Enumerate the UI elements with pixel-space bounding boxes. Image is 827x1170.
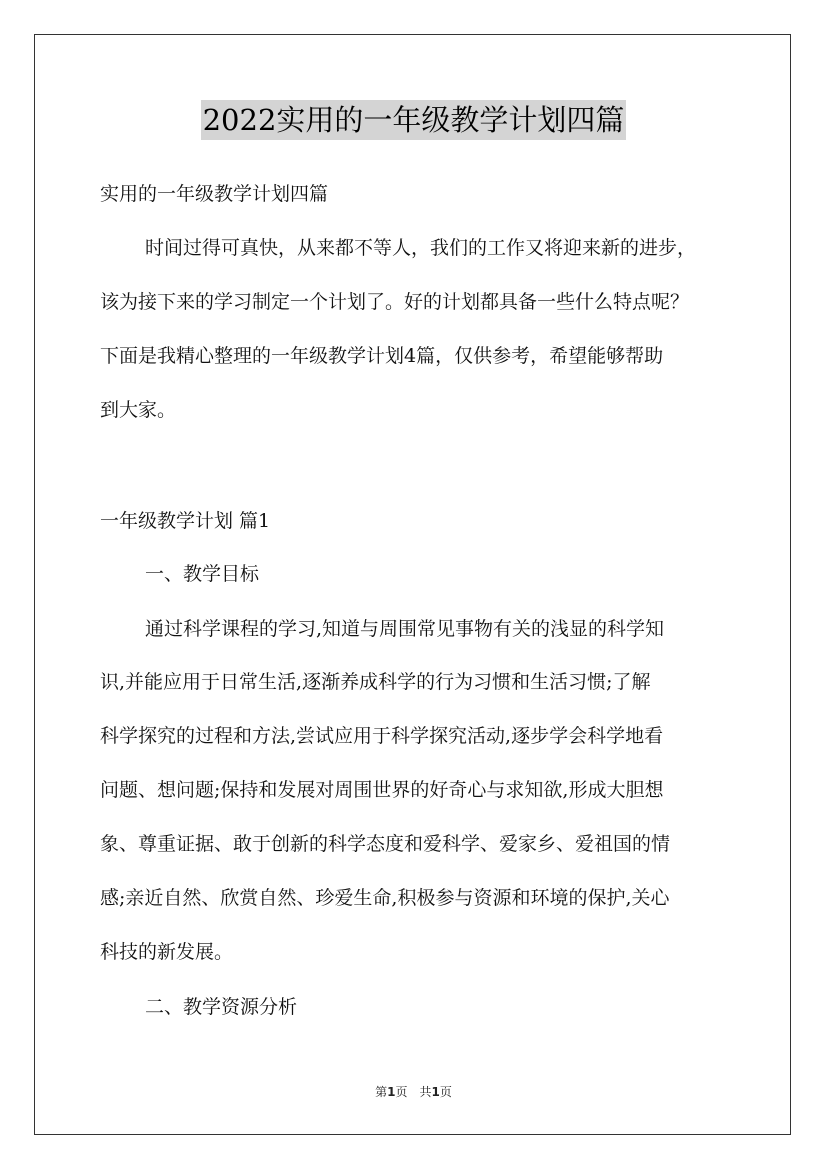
document-subtitle: 实用的一年级教学计划四篇	[100, 183, 329, 205]
intro-line-1: 时间过得可真快，从来都不等人，我们的工作又将迎来新的进步，	[145, 237, 697, 259]
page-number: 1	[387, 1085, 396, 1099]
intro-line-3: 下面是我精心整理的一年级教学计划4篇，仅供参考，希望能够帮助	[100, 345, 664, 367]
page-prefix: 第	[375, 1085, 388, 1099]
resource-heading: 二、教学资源分析	[145, 996, 298, 1018]
goal-line-4: 问题、想问题;保持和发展对周围世界的好奇心与求知欲,形成大胆想	[100, 779, 664, 801]
goal-heading: 一、教学目标	[145, 563, 260, 585]
total-prefix: 共	[419, 1085, 432, 1099]
document-title: 2022实用的一年级教学计划四篇	[201, 100, 627, 140]
page-suffix: 页	[395, 1085, 408, 1099]
total-suffix: 页	[439, 1085, 452, 1099]
section-heading-1: 一年级教学计划 篇1	[100, 510, 271, 532]
goal-line-5: 象、尊重证据、敢于创新的科学态度和爱科学、爱家乡、爱祖国的情	[100, 833, 671, 855]
intro-line-4: 到大家。	[100, 399, 177, 421]
goal-line-3: 科学探究的过程和方法,尝试应用于科学探究活动,逐步学会科学地看	[100, 725, 664, 747]
page-footer	[0, 1083, 827, 1100]
title-container	[0, 100, 827, 140]
goal-line-7: 科技的新发展。	[100, 941, 234, 963]
goal-line-1: 通过科学课程的学习,知道与周围常见事物有关的浅显的科学知	[145, 618, 665, 640]
goal-line-2: 识,并能应用于日常生活,逐渐养成科学的行为习惯和生活习惯;了解	[100, 671, 651, 693]
intro-line-2: 该为接下来的学习制定一个计划了。好的计划都具备一些什么特点呢？	[100, 291, 690, 313]
total-number: 1	[431, 1085, 440, 1099]
goal-line-6: 感;亲近自然、欣赏自然、珍爱生命,积极参与资源和环境的保护,关心	[100, 887, 670, 909]
